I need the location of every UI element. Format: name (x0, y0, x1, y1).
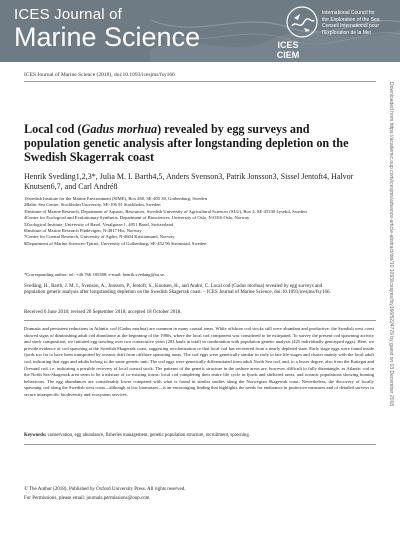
title-pre: Local cod ( (24, 122, 82, 136)
title-post: ) revealed by egg surveys and population genetic analysis after longstanding depletion on the Swedish Skagerrak coast (24, 122, 349, 164)
keywords-label: Keywords: (24, 433, 47, 438)
affiliation: 2Baltic Sea Centre, Stockholm University, SE-106 91 Stockholm, Sweden (24, 202, 161, 208)
ices-council-text: International Council for the Exploration of the Sea Conseil International pour l'Exploration de la Mer (322, 10, 380, 36)
copyright: © The Author (2018). Published by Oxford University Press. All rights reserved. (24, 487, 186, 492)
affiliation: 5Zoological Institute, University of Basel, Vesalgasse 1, 4051 Basel, Switzerland (24, 221, 174, 227)
ices-logo-icon (286, 6, 318, 38)
affiliation: 6Institute of Marine Research Flødevigen, N-4817 His, Norway (24, 228, 142, 234)
journal-banner (0, 0, 400, 62)
abstract: Dramatic and persistent reductions in Atlantic cod (Gadus morhua) are common in many coastal areas. While offshore cod stocks still were abundant and productive, the Swedish west coast showed signs of diminishing adult cod abundance at the beginning of the 1980s, where the local cod component was considered to be extirpated. To survey the present cod spawning activity and stock composition, we initiated egg trawling over two consecutive years (203 hauls in total) in combination with population genetic analysis (425 individually genotyped eggs). Here, we provide evidence of cod spawning at the Swedish Skagerrak coast, suggesting recolonization or that local cod has recovered from a nearly depleted state. Early stage eggs were found inside fjords too far to have been transported by oceanic drift from offshore spawning areas. The cod eggs were genetically similar in early to late life-stages and cluster mainly with the local adult cod, indicating that eggs and adults belong to the same genetic unit. The cod eggs were genetically differentiated from adult North Sea cod, and, to a lesser degree, also from the Kattegat and Öresund cod, i.e. indicating a possible recovery of local coastal stock. The patterns of the genetic structure in the inshore areas are, however, difficult to fully disentangle, as Atlantic cod in the North Sea-Skagerrak area seem to be a mixture of co-existing forms: local cod completing their entire life cycle in fjords and sheltered areas, and oceanic populations showing homing behaviours. The egg abundances are considerably lower compared with what is found in similar studies along the Norwegian Skagerrak coast. Nevertheless, the discovery of locally spawning cod along the Swedish west coast—although at low biomasses—is an encouraging finding that highlights the needs for endurance in protective measures and of detailed surveys to secure intraspecific biodiversity and ecosystem services. (24, 326, 374, 397)
keywords (24, 433, 250, 438)
divider (24, 81, 376, 82)
affiliation: 3Institute of Marine Research, Department of Aquatic, Resources, Swedish University of Agricultural Sciences (SLU), Box 4, SE-45330 Lysekil, Sweden (24, 208, 307, 214)
article-dates: Received 6 June 2018; revised 20 September 2018; accepted 18 October 2018. (24, 310, 182, 315)
ices-name: ICES CIEM (276, 40, 300, 60)
journal-title-line1: ICES Journal of (14, 6, 123, 23)
divider (24, 444, 376, 445)
article-title (24, 122, 354, 164)
divider (24, 320, 376, 321)
title-italic: Gadus morhua (81, 122, 158, 136)
affiliation: 7Centre for Coastal Research, University of Agder, N-4604 Kristiansand, Norway (24, 234, 175, 240)
corresponding-author: *Corresponding author: tel: +46 766 185588; e-mail: henrik.svedang@su.se. (24, 272, 166, 277)
affiliation: 4Centre for Ecological and Evolutionary Synthesis, Department of Biosciences, University of Oslo, N-0316 Oslo, Norway (24, 215, 250, 221)
download-note: Downloaded from https://academic.oup.com/icesjms/advance-article-abstract/doi/10.1093/icesjms/fsy166/5224779 by guest on 03 December 2018 (388, 82, 394, 407)
cite-as: Svedäng, H., Barth, J. M. I., Svenson, A., Jonsson, P., Jentoft, S., Knutsen, H., and André, C. Local cod (Gadus morhua) revealed by egg surveys and population genetic analysis after longstanding depletion on the Swedish Skagerrak coast. – ICES Journal of Marine Science, doi:10.1093/icesjms/fsy166. (24, 284, 331, 296)
affiliation: 8Department of Marine Sciences-Tjärnö, University of Gothenburg, SE-452 96 Strömstad, Sweden (24, 240, 207, 246)
author-list: Henrik Svedäng1,2,3*, Julia M. I. Barth4,5, Anders Svenson3, Patrik Jonsson3, Sissel Jentoft4, Halvor Knutsen6,7, and Carl André8 (24, 172, 354, 191)
keywords-list: conservation, egg abundance, fisheries management, genetic population structure, recruitment, spawning. (47, 433, 250, 438)
article-citation: ICES Journal of Marine Science (2018), doi:10.1093/icesjms/fsy166 (24, 72, 175, 78)
journal-title-line2: Marine Science (14, 22, 201, 52)
permissions: For Permissions, please email: journals.permissions@oup.com (24, 496, 150, 501)
affiliation-list (24, 196, 370, 247)
affiliation: 1Swedish Institute for the Marine Environment (SIME), Box 260, SE-405 30, Gothenburg, Sweden (24, 196, 207, 201)
